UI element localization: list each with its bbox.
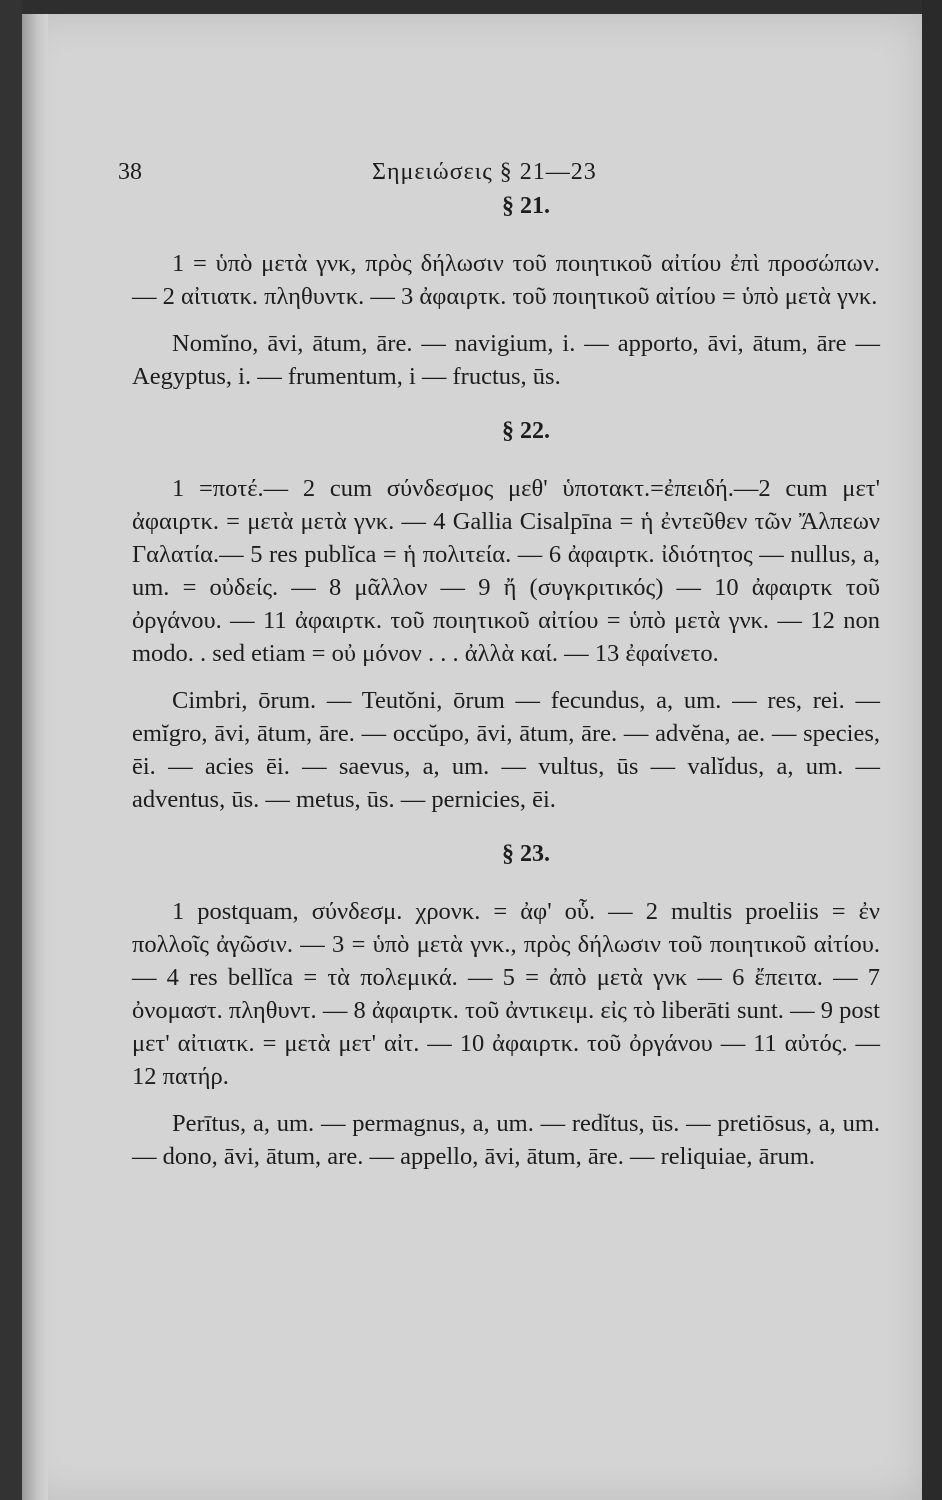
page-top-edge [0,0,942,14]
section-heading-22: § 22. [502,418,550,444]
page-number: 38 [118,159,142,185]
section-22-vocabulary: Cimbri, ōrum. — Teutŏni, ōrum — fecundus, a, um. — res, rei. — emĭgro, āvi, ātum, āre. — occŭpo, āvi, ātum, āre. — advĕna, ae. — species, ēi. — acies ēi. — saevus, a, um. — vultus, ūs — valĭdus, a, um. — adventus, ūs. — metus, ūs. — pernicies, ēi. [132,687,880,813]
page-content [118,150,880,1173]
section-23-notes: 1 postquam, σύνδεσμ. χρονκ. = ἀφ' οὗ. — 2 multis proeliis = ἐν πολλοῖς ἀγῶσιν. — 3 = ὑπὸ μετὰ γνκ., πρὸς δήλωσιν τοῦ ποιητικοῦ αἰτίου. — 4 res bellĭca = τὰ πολεμικά. — 5 = ἀπὸ μετὰ γνκ — 6 ἔπειτα. — 7 ὀνομαστ. πληθυντ. — 8 ἀφαιρτκ. τοῦ ἀντικειμ. εἰς τὸ liberāti sunt. — 9 post μετ' αἰτιατκ. = μετὰ μετ' αἰτ. — 10 ἀφαιρτκ. τοῦ ὀργάνου — 11 αὐτός. — 12 πατήρ. [132,898,880,1090]
page-right-edge [922,0,942,1500]
page-binding [22,14,48,1500]
running-title: Σημειώσεις § 21—23 [372,159,597,185]
section-23-vocabulary: Perītus, a, um. — permagnus, a, um. — redĭtus, ūs. — pretiōsus, a, um. — dono, āvi, ātum, are. — appello, āvi, ātum, āre. — reliquiae, ārum. [132,1110,880,1170]
section-heading-23: § 23. [502,841,550,867]
running-header [118,150,880,190]
section-21-vocabulary: Nomĭno, āvi, ātum, āre. — navigium, i. — apporto, āvi, ātum, āre — Aegyptus, i. — frumentum, i — fructus, ūs. [132,330,880,390]
page-left-edge [0,0,22,1500]
section-21-notes: 1 = ὑπὸ μετὰ γνκ, πρὸς δήλωσιν τοῦ ποιητικοῦ αἰτίου ἐπὶ προσώπων. — 2 αἰτιατκ. πληθυντκ. — 3 ἀφαιρτκ. τοῦ ποιητικοῦ αἰτίου = ὑπὸ μετὰ γνκ. [132,250,880,310]
section-heading-21: § 21. [502,193,550,219]
section-22-notes: 1 =ποτέ.— 2 cum σύνδεσμος μεθ' ὑποτακτ.=ἐπειδή.—2 cum μετ' ἀφαιρτκ. = μετὰ μετὰ γνκ. — 4 Gallia Cisalpīna = ἡ ἐντεῦθεν τῶν Ἄλπεων Γαλατία.— 5 res publĭca = ἡ πολιτεία. — 6 ἀφαιρτκ. ἰδιότητος — nullus, a, um. = οὐδείς. — 8 μᾶλλον — 9 ἤ (συγκριτικός) — 10 ἀφαιρτκ τοῦ ὀργάνου. — 11 ἀφαιρτκ. τοῦ ποιητικοῦ αἰτίου = ὑπὸ μετὰ γνκ. — 12 non modo. . sed etiam = οὐ μόνον . . . ἀλλὰ καί. — 13 ἐφαίνετο. [132,475,880,667]
